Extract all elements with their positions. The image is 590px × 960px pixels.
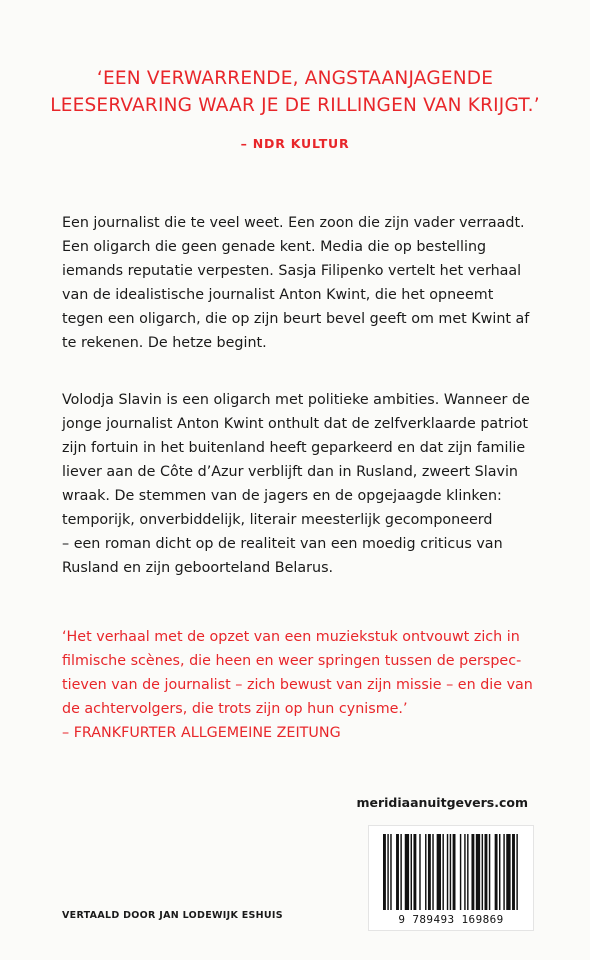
quote-line: de achtervolgers, die trots zijn op hun cynisme.’ [62, 701, 408, 717]
barcode-bar [413, 834, 416, 910]
barcode-bar [450, 834, 451, 910]
headline-line: ‘EEN VERWARRENDE, ANGSTAANJAGENDE [96, 68, 494, 89]
barcode-bar [464, 834, 465, 910]
barcode-bar [476, 834, 480, 910]
barcode-bar [453, 834, 456, 910]
barcode-bar [411, 834, 412, 910]
barcode-bar [383, 834, 386, 910]
barcode-bar [400, 834, 401, 910]
headline-line: LEESERVARING WAAR JE DE RILLINGEN VAN KRIJGT.’ [50, 95, 540, 116]
publisher-website: meridiaanuitgevers.com [356, 795, 528, 810]
text-line: zijn fortuin in het buitenland heeft geparkeerd en dat zijn familie [62, 440, 526, 456]
barcode-bar [425, 834, 426, 910]
barcode-bar [428, 834, 431, 910]
headline-quote [40, 65, 550, 119]
text-line: van de idealistische journalist Anton Kwint, die het opneemt [62, 287, 494, 303]
barcode-bars [381, 834, 521, 914]
quote-line: ‘Het verhaal met de opzet van een muziekstuk ontvouwt zich in [62, 629, 520, 645]
barcode-bar [506, 834, 510, 910]
barcode-bar [485, 834, 488, 910]
barcode-bar [467, 834, 468, 910]
quote-line: tieven van de journalist – zich bewust van zijn missie – en die van [62, 677, 533, 693]
barcode-bar [471, 834, 474, 910]
barcode-bar [447, 834, 448, 910]
quote-line: filmische scènes, die heen en weer springen tussen de perspec- [62, 653, 522, 669]
quote-attribution: – FRANKFURTER ALLGEMEINE ZEITUNG [62, 725, 341, 741]
barcode-bar [432, 834, 433, 910]
barcode-bar [460, 834, 461, 910]
synopsis-paragraph-2 [62, 388, 542, 580]
text-line: liever aan de Côte d’Azur verblijft dan in Rusland, zweert Slavin [62, 464, 518, 480]
translator-credit: VERTAALD DOOR JAN LODEWIJK ESHUIS [62, 910, 283, 921]
barcode-bar [503, 834, 504, 910]
barcode-bar [387, 834, 388, 910]
text-line: – een roman dicht op de realiteit van een moedig criticus van [62, 536, 503, 552]
barcode [368, 825, 534, 931]
barcode-bar [405, 834, 409, 910]
barcode-bar [512, 834, 515, 910]
synopsis-paragraph-1 [62, 211, 542, 355]
barcode-bar [495, 834, 498, 910]
barcode-bar [437, 834, 441, 910]
text-line: Rusland en zijn geboorteland Belarus. [62, 560, 334, 576]
review-quote [62, 625, 552, 745]
text-line: te rekenen. De hetze begint. [62, 335, 267, 351]
isbn-number: 9 789493 169869 [398, 913, 504, 926]
text-line: Een oligarch die geen genade kent. Media die op bestelling [62, 239, 487, 255]
text-line: Volodja Slavin is een oligarch met politieke ambities. Wanneer de [62, 392, 530, 408]
text-line: Een journalist die te veel weet. Een zoon die zijn vader verraadt. [62, 215, 525, 231]
text-line: iemands reputatie verpesten. Sasja Filipenko vertelt het verhaal [62, 263, 522, 279]
barcode-bar [390, 834, 391, 910]
barcode-bar [396, 834, 399, 910]
barcode-bar [482, 834, 483, 910]
text-line: temporijk, onverbiddelijk, literair meesterlijk gecomponeerd [62, 512, 493, 528]
barcode-bar [419, 834, 420, 910]
text-line: tegen een oligarch, die op zijn beurt bevel geeft om met Kwint af [62, 311, 530, 327]
barcode-bar [489, 834, 490, 910]
barcode-bar [499, 834, 500, 910]
barcode-bar [516, 834, 517, 910]
headline-attribution: – NDR KULTUR [240, 136, 350, 151]
text-line: jonge journalist Anton Kwint onthult dat de zelfverklaarde patriot [62, 416, 528, 432]
barcode-bar [442, 834, 443, 910]
text-line: wraak. De stemmen van de jagers en de opgejaagde klinken: [62, 488, 502, 504]
